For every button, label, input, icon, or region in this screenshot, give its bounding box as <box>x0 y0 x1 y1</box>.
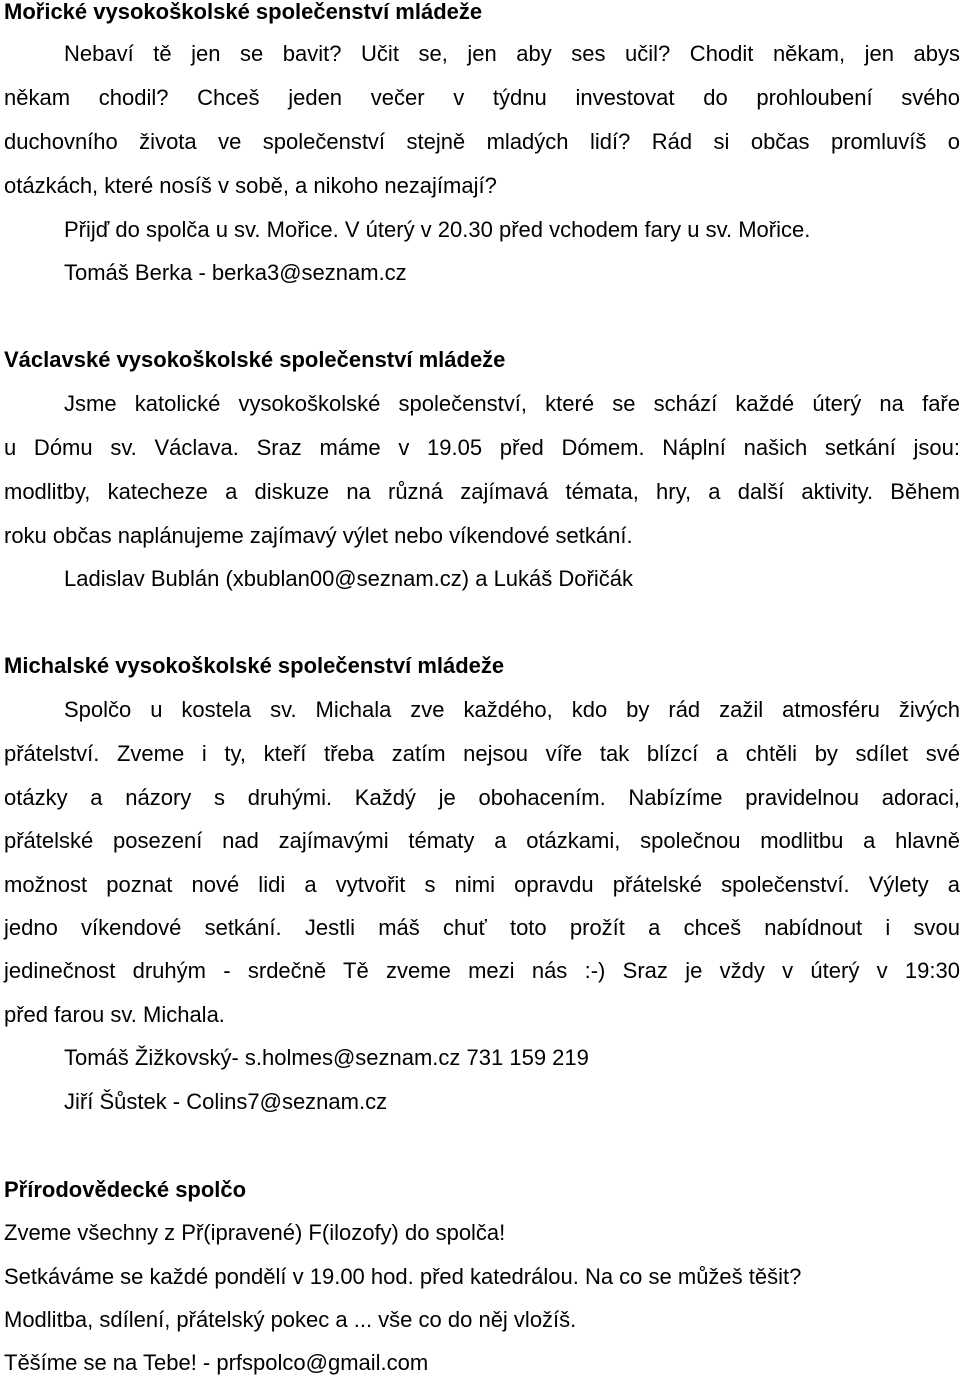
paragraph-line: Setkáváme se každé pondělí v 19.00 hod. před katedrálou. Na co se můžeš těšit? <box>4 1264 802 1289</box>
paragraph-line: Spolčo u kostela sv. Michala zve každého, kdo by rád zažil atmosféru živých <box>64 697 960 722</box>
paragraph-line: modlitby, katecheze a diskuze na různá zajímavá témata, hry, a další aktivity. Během <box>4 479 960 504</box>
section-heading-vaclavske: Václavské vysokoškolské společenství mládeže <box>4 347 506 372</box>
contact-line: Těšíme se na Tebe! - prfspolco@gmail.com <box>4 1350 429 1375</box>
paragraph-line: přátelství. Zveme i ty, kteří třeba zatím nejsou víře tak blízcí a chtěli by sdílet své <box>4 741 960 766</box>
section-heading-michalske: Michalské vysokoškolské společenství mládeže <box>4 653 505 678</box>
paragraph-line: Jsme katolické vysokoškolské společenství, které se schází každé úterý na faře <box>64 391 960 416</box>
meeting-info-line: Přijď do spolča u sv. Mořice. V úterý v 20.30 před vchodem fary u sv. Mořice. <box>64 217 811 242</box>
paragraph-line: u Dómu sv. Václava. Sraz máme v 19.05 před Dómem. Náplní našich setkání jsou: <box>4 435 960 460</box>
contact-line: Jiří Šůstek - Colins7@seznam.cz <box>64 1089 388 1114</box>
paragraph-line: před farou sv. Michala. <box>4 1002 225 1027</box>
paragraph-line: možnost poznat nové lidi a vytvořit s nimi opravdu přátelské společenství. Výlety a <box>4 872 960 897</box>
paragraph-line: Nebaví tě jen se bavit? Učit se, jen aby ses učil? Chodit někam, jen abys <box>64 41 960 66</box>
paragraph-line: Modlitba, sdílení, přátelský pokec a ... vše co do něj vložíš. <box>4 1307 577 1332</box>
section-heading-prirodovedecke: Přírodovědecké spolčo <box>4 1177 247 1202</box>
contact-line: Ladislav Bublán (xbublan00@seznam.cz) a Lukáš Dořičák <box>64 566 633 591</box>
paragraph-line: přátelské posezení nad zajímavými tématy a otázkami, společnou modlitbu a hlavně <box>4 828 960 853</box>
paragraph-line: jedinečnost druhým - srdečně Tě zveme mezi nás :-) Sraz je vždy v úterý v 19:30 <box>4 958 960 983</box>
paragraph-line: otázkách, které nosíš v sobě, a nikoho nezajímají? <box>4 173 497 198</box>
paragraph-line: jedno víkendové setkání. Jestli máš chuť toto prožít a chceš nabídnout i svou <box>4 915 960 940</box>
paragraph-line: Zveme všechny z Př(ipravené) F(ilozofy) do spolča! <box>4 1220 506 1245</box>
contact-line: Tomáš Berka - berka3@seznam.cz <box>64 260 407 285</box>
paragraph-line: někam chodil? Chceš jeden večer v týdnu investovat do prohloubení svého <box>4 85 960 110</box>
paragraph-line: roku občas naplánujeme zajímavý výlet nebo víkendové setkání. <box>4 523 633 548</box>
paragraph-line: duchovního života ve společenství stejně mladých lidí? Rád si občas promluvíš o <box>4 129 960 154</box>
paragraph-line: otázky a názory s druhými. Každý je obohacením. Nabízíme pravidelnou adoraci, <box>4 785 960 810</box>
contact-line: Tomáš Žižkovský- s.holmes@seznam.cz 731 159 219 <box>64 1045 589 1070</box>
section-heading-moricke: Mořické vysokoškolské společenství mládeže <box>4 0 483 24</box>
